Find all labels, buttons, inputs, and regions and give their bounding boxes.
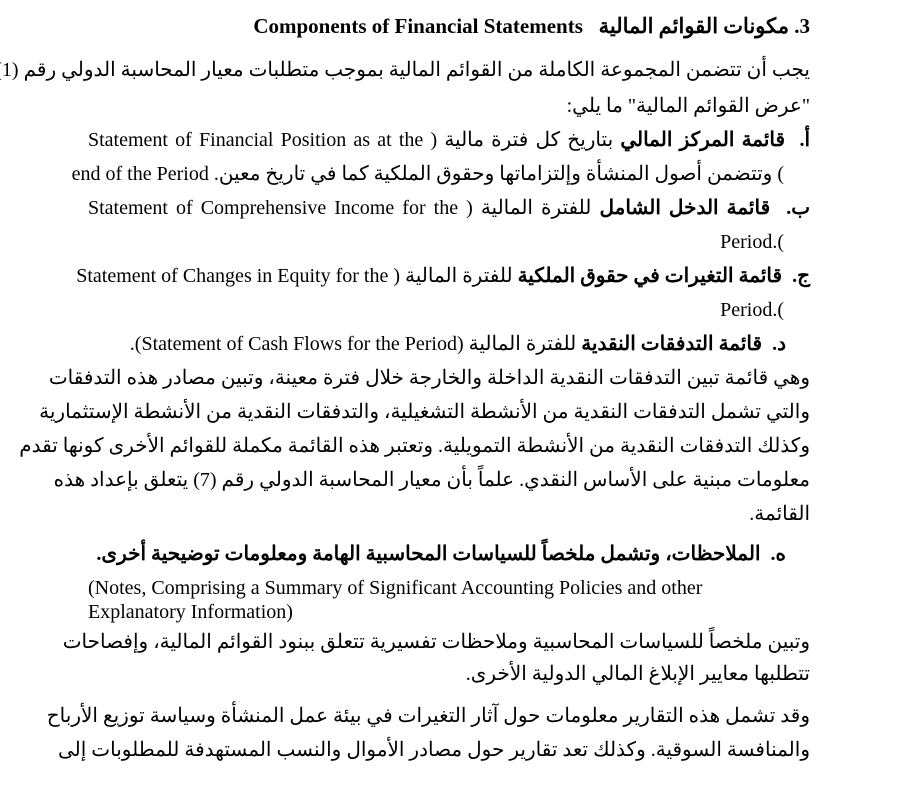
heading-number: 3. (794, 14, 810, 38)
item-a-letter: أ. (799, 129, 811, 151)
heading-english: Components of Financial Statements (253, 14, 583, 38)
section-heading (88, 12, 810, 40)
item-e-title: الملاحظات، وتشمل ملخصاً للسياسات المحاسبية الهامة ومعلومات توضيحية أخرى. (96, 543, 761, 565)
item-e-english-2: Explanatory Information) (88, 601, 293, 623)
item-c-english-1: Statement of Changes in Equity for the (76, 265, 389, 287)
item-c-line-2 (88, 296, 810, 324)
item-d-letter: د. (772, 333, 786, 355)
closing-line-2: والمنافسة السوقية. وكذلك تعد تقارير حول مصادر الأموال والنسب المستهدفة للمطلوبات إلى (57, 739, 810, 761)
item-d-text-2: ). (129, 333, 142, 355)
item-a-text-1: بتاريخ كل فترة مالية ( (430, 129, 614, 151)
item-c-title: قائمة التغيرات في حقوق الملكية (517, 265, 783, 287)
item-d-body-5: القائمة. (749, 503, 810, 525)
heading-arabic: مكونات القوائم المالية (598, 14, 789, 38)
item-a-line-2 (71, 160, 810, 188)
intro-line-2: "عرض القوائم المالية" ما يلي: (566, 95, 810, 117)
item-c-text-1: للفترة المالية ( (393, 265, 513, 287)
item-d-line-1 (88, 330, 810, 358)
item-d-body-1: وهي قائمة تبين التدفقات النقدية الداخلة والخارجة خلال فترة معينة، وتبين مصادر هذه التدفقات (48, 367, 810, 389)
closing-line-1: وقد تشمل هذه التقارير معلومات حول آثار التغيرات في بيئة عمل المنشأة وسياسة توزيع الأرباح (46, 705, 810, 727)
item-a-english-1: Statement of Financial Position as at the (88, 129, 424, 151)
item-c-line-1 (76, 262, 810, 290)
item-d-body-3: وكذلك التدفقات النقدية من الأنشطة التمويلية. وتعتبر هذه القائمة مكملة للقوائم الأخرى كونها تقدم (19, 435, 810, 457)
item-a-title: قائمة المركز المالي (620, 129, 786, 151)
item-d-text-1: للفترة المالية ( (457, 333, 577, 355)
item-e-body-2: تتطلبها معايير الإبلاغ المالي الدولية الأخرى. (465, 663, 810, 685)
item-b-letter: ب. (786, 197, 811, 219)
item-b-text-1: للفترة المالية ( (466, 197, 592, 219)
item-c-text-2: ). (772, 299, 784, 321)
item-e-line-1 (88, 540, 810, 568)
item-b-text-2: ). (772, 231, 784, 253)
item-e-body-1: وتبين ملخصاً للسياسات المحاسبية وملاحظات تفسيرية تتعلق ببنود القوائم المالية، وإفصاحات (62, 631, 810, 653)
item-d-title: قائمة التدفقات النقدية (581, 333, 763, 355)
item-a-text-2: ) وتتضمن أصول المنشأة وإلتزاماتها وحقوق الملكية كما في تاريخ معين. (213, 163, 784, 185)
item-b-english-2: Period (720, 231, 773, 253)
item-b-title: قائمة الدخل الشامل (599, 197, 771, 219)
item-d-body-4: معلومات مبنية على الأساس النقدي. علماً بأن معيار المحاسبة الدولي رقم (7) يتعلق بإعداد هذه (53, 469, 810, 491)
item-d-body-2: والتي تشمل التدفقات النقدية من الأنشطة التشغيلية، والتدفقات النقدية من الأنشطة الإستثمارية (39, 401, 810, 423)
item-b-english-1: Statement of Comprehensive Income for the (88, 197, 459, 219)
item-c-english-2: Period (720, 299, 773, 321)
item-b-line-1 (88, 194, 810, 222)
item-e-letter: ه. (770, 543, 786, 565)
item-e-english-1: (Notes, Comprising a Summary of Significant Accounting Policies and other (88, 577, 703, 599)
intro-line-1: يجب أن تتضمن المجموعة الكاملة من القوائم المالية بموجب متطلبات معيار المحاسبة الدولي رقم (1 (1, 59, 810, 81)
item-b-line-2 (88, 228, 810, 256)
item-a-line-1 (88, 126, 810, 154)
item-c-letter: ج. (792, 265, 810, 287)
item-d-english-1: Statement of Cash Flows for the Period (141, 333, 457, 355)
item-a-english-2: end of the Period (71, 163, 209, 185)
